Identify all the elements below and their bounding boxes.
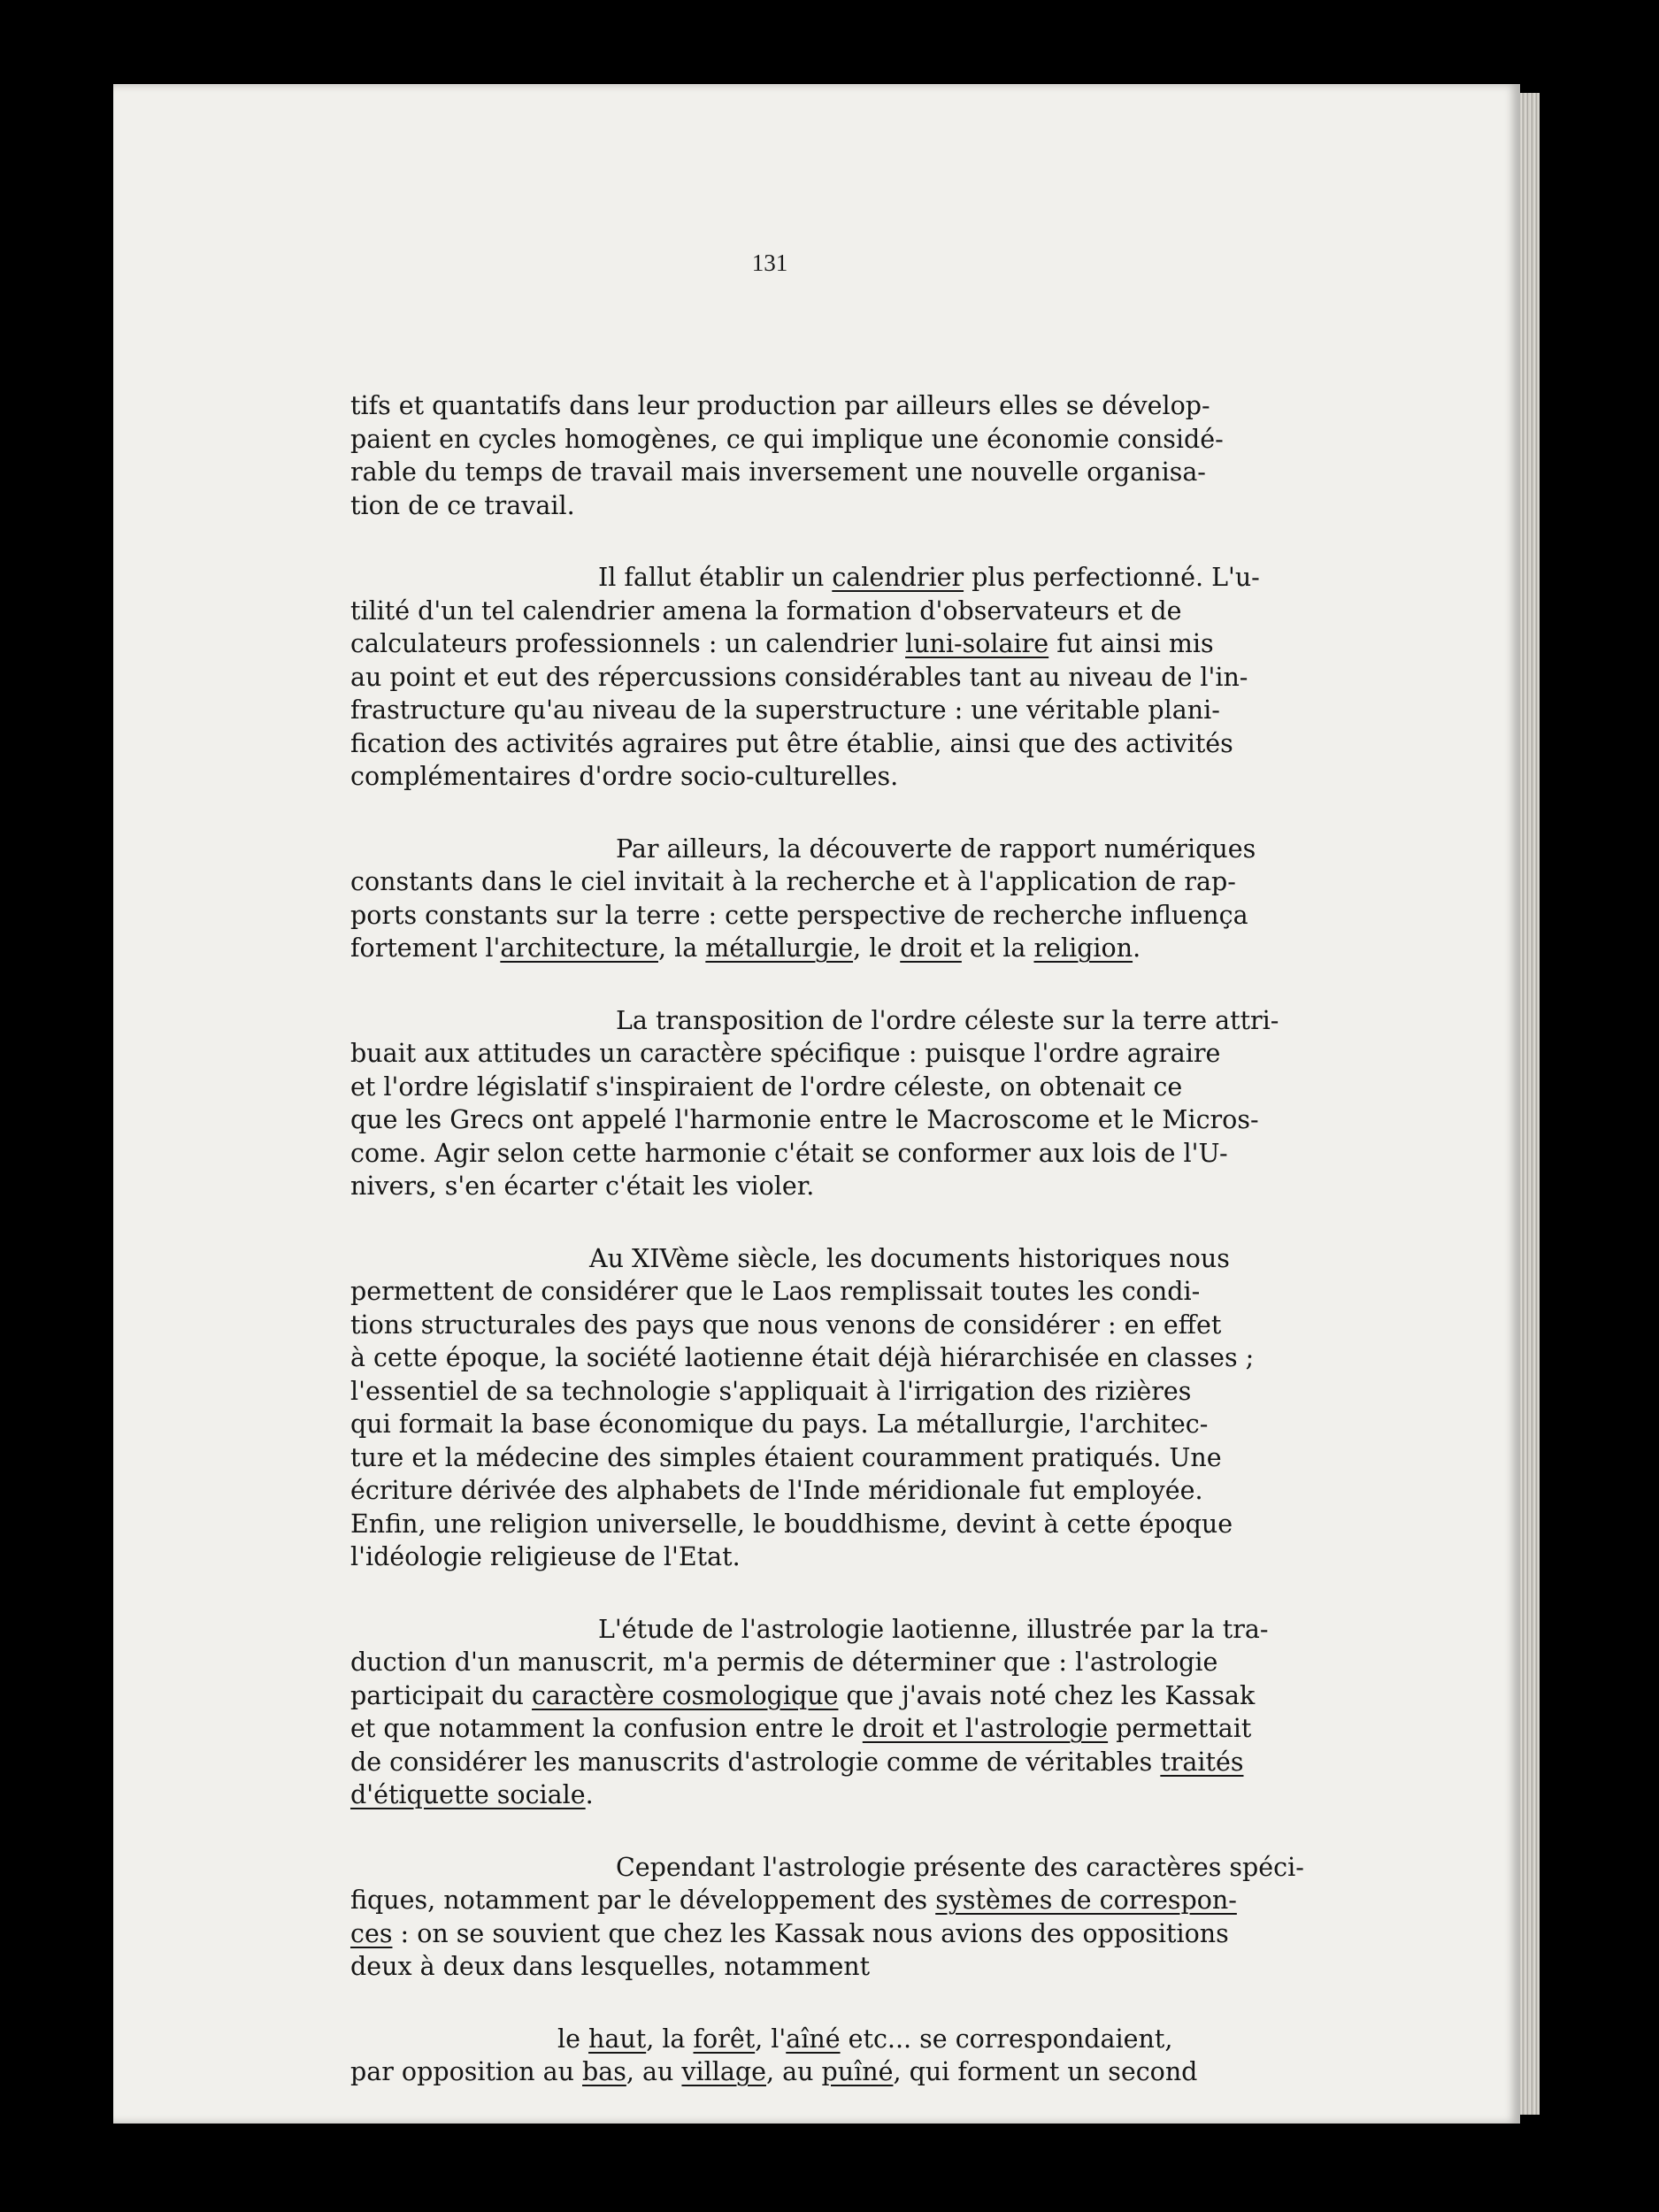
text-segment: Au XIVème siècle, les documents historiques nous [589, 1243, 1230, 1273]
text-line [350, 865, 1381, 899]
text-segment: permettait [1108, 1714, 1252, 1743]
text-segment: come. Agir selon cette harmonie c'était se conformer aux lois de l'U- [350, 1138, 1228, 1168]
text-line [350, 1103, 1381, 1137]
text-segment: L'étude de l'astrologie laotienne, illustrée par la tra- [598, 1614, 1269, 1644]
underlined-term: haut [588, 2024, 647, 2054]
text-body [350, 389, 1381, 2128]
underlined-term: traités [1160, 1747, 1244, 1777]
text-line [350, 1508, 1381, 1541]
underlined-term: d'étiquette sociale [350, 1780, 586, 1809]
text-line [350, 1309, 1381, 1342]
text-line [350, 1137, 1381, 1171]
text-line [350, 1071, 1381, 1104]
text-line [350, 1646, 1381, 1679]
paragraph [350, 389, 1381, 522]
text-segment: duction d'un manuscrit, m'a permis de déterminer que : l'astrologie [350, 1647, 1218, 1677]
text-line [350, 661, 1381, 695]
text-segment: Il fallut établir un [598, 563, 833, 592]
text-line [350, 833, 1381, 866]
page-number: 131 [751, 250, 788, 276]
text-line [350, 2023, 1381, 2056]
underlined-term: religion [1033, 933, 1133, 963]
text-line [350, 760, 1381, 794]
text-segment: calculateurs professionnels : un calendrier [350, 629, 906, 658]
underlined-term: aîné [786, 2024, 841, 2054]
text-segment: constants dans le ciel invitait à la recherche et à l'application de rap- [350, 867, 1236, 896]
text-segment: nivers, s'en écarter c'était les violer. [350, 1171, 815, 1201]
paragraph [350, 2023, 1381, 2089]
text-segment: l'essentiel de sa technologie s'appliquait à l'irrigation des rizières [350, 1376, 1192, 1406]
text-segment: . [1133, 933, 1141, 963]
text-segment: et la [961, 933, 1034, 963]
text-segment: rable du temps de travail mais inversement une nouvelle organisa- [350, 457, 1206, 487]
underlined-term: puîné [821, 2057, 894, 2086]
text-line [350, 1341, 1381, 1375]
text-segment: : on se souvient que chez les Kassak nous avions des oppositions [392, 1918, 1229, 1948]
text-segment: deux à deux dans lesquelles, notamment [350, 1952, 871, 1981]
text-segment: que j'avais noté chez les Kassak [838, 1680, 1256, 1710]
text-segment: fication des activités agraires put être établie, ainsi que des activités [350, 728, 1233, 758]
text-segment: par opposition au [350, 2057, 583, 2086]
text-segment: Cependant l'astrologie présente des caractères spéci- [616, 1852, 1304, 1882]
text-segment: , au [626, 2057, 682, 2086]
text-line [350, 1037, 1381, 1071]
underlined-term: calendrier [832, 563, 964, 592]
text-segment: tilité d'un tel calendrier amena la formation d'observateurs et de [350, 595, 1182, 626]
text-segment: participait du [350, 1680, 533, 1710]
paragraph [350, 1242, 1381, 1574]
text-line [350, 1917, 1381, 1951]
text-segment: fiques, notamment par le développement des [350, 1886, 936, 1915]
text-segment: , l' [755, 2024, 787, 2054]
text-segment: La transposition de l'ordre céleste sur la terre attri- [616, 1005, 1279, 1035]
text-segment: à cette époque, la société laotienne était déjà hiérarchisée en classes ; [350, 1343, 1255, 1372]
text-line [350, 1851, 1381, 1885]
text-segment: Enfin, une religion universelle, le bouddhisme, devint à cette époque [350, 1509, 1233, 1539]
text-line [350, 595, 1381, 628]
text-segment: l'idéologie religieuse de l'Etat. [350, 1542, 741, 1571]
text-segment: . [585, 1780, 594, 1809]
underlined-term: forêt [693, 2024, 756, 2054]
text-line [350, 694, 1381, 727]
text-segment: , la [658, 933, 706, 963]
underlined-term: village [681, 2057, 766, 2086]
text-line [350, 1679, 1381, 1713]
text-line [350, 727, 1381, 761]
text-segment: etc... se correspondaient, [840, 2024, 1173, 2054]
text-segment: tion de ce travail. [350, 490, 575, 520]
text-segment: fut ainsi mis [1048, 629, 1214, 658]
text-line [350, 1613, 1381, 1647]
text-segment: que les Grecs ont appelé l'harmonie entre le Macroscome et le Micros- [350, 1105, 1259, 1134]
underlined-term: droit [900, 933, 962, 963]
text-segment: , le [853, 933, 901, 963]
text-line [350, 1004, 1381, 1038]
text-line [350, 1242, 1381, 1276]
underlined-term: luni-solaire [905, 629, 1049, 658]
text-line [350, 2055, 1381, 2089]
text-segment: ports constants sur la terre : cette perspective de recherche influença [350, 900, 1248, 930]
text-segment: au point et eut des répercussions considérables tant au niveau de l'in- [350, 662, 1248, 692]
text-segment: et l'ordre législatif s'inspiraient de l'ordre céleste, on obtenait ce [350, 1071, 1183, 1102]
text-segment: tifs et quantatifs dans leur production par ailleurs elles se dévelop- [350, 391, 1210, 420]
text-segment: qui formait la base économique du pays. La métallurgie, l'architec- [350, 1409, 1209, 1439]
underlined-term: bas [582, 2057, 626, 2086]
text-line [350, 1712, 1381, 1746]
text-segment: , qui forment un second [893, 2057, 1198, 2086]
text-segment: paient en cycles homogènes, ce qui implique une économie considé- [350, 424, 1224, 454]
text-line [350, 1474, 1381, 1508]
text-segment: ture et la médecine des simples étaient couramment pratiqués. Une [350, 1442, 1222, 1472]
text-segment: complémentaires d'ordre socio-culturelles. [350, 762, 899, 791]
page-edges [1520, 93, 1540, 2115]
text-segment: plus perfectionné. L'u- [964, 563, 1260, 592]
text-segment: permettent de considérer que le Laos remplissait toutes les condi- [350, 1277, 1201, 1306]
text-line [350, 1950, 1381, 1984]
text-line [350, 1441, 1381, 1475]
underlined-term: métallurgie [705, 933, 854, 963]
text-line [350, 1170, 1381, 1203]
text-segment: frastructure qu'au niveau de la superstructure : une véritable plani- [350, 695, 1220, 725]
underlined-term: caractère cosmologique [532, 1680, 839, 1710]
text-line [350, 1778, 1381, 1812]
underlined-term: ces [350, 1918, 393, 1948]
text-segment: de considérer les manuscrits d'astrologie comme de véritables [350, 1747, 1161, 1777]
text-line [350, 1275, 1381, 1309]
underlined-term: systèmes de correspon- [935, 1886, 1237, 1915]
text-segment: et que notamment la confusion entre le [350, 1714, 863, 1743]
paragraph [350, 1004, 1381, 1203]
text-segment: tions structurales des pays que nous venons de considérer : en effet [350, 1310, 1222, 1340]
text-line [350, 627, 1381, 661]
text-segment: Par ailleurs, la découverte de rapport numériques [616, 833, 1256, 864]
underlined-term: droit et l'astrologie [862, 1714, 1109, 1743]
paragraph [350, 1613, 1381, 1812]
text-line [350, 389, 1381, 423]
text-segment: le [557, 2024, 589, 2054]
text-segment: , la [646, 2024, 694, 2054]
paragraph [350, 1851, 1381, 1984]
text-line [350, 1408, 1381, 1441]
text-segment: écriture dérivée des alphabets de l'Inde méridionale fut employée. [350, 1476, 1203, 1505]
text-segment: buait aux attitudes un caractère spécifique : puisque l'ordre agraire [350, 1039, 1221, 1068]
paragraph [350, 833, 1381, 965]
text-line [350, 561, 1381, 595]
text-line [350, 1540, 1381, 1574]
text-line [350, 1884, 1381, 1917]
text-line [350, 423, 1381, 457]
text-segment: , au [765, 2057, 822, 2086]
text-line [350, 1746, 1381, 1779]
text-line [350, 489, 1381, 523]
text-segment: fortement l' [350, 933, 501, 963]
text-line [350, 1375, 1381, 1409]
text-line [350, 899, 1381, 933]
paragraph [350, 561, 1381, 794]
text-line [350, 932, 1381, 965]
underlined-term: architecture [500, 933, 658, 963]
text-line [350, 456, 1381, 489]
